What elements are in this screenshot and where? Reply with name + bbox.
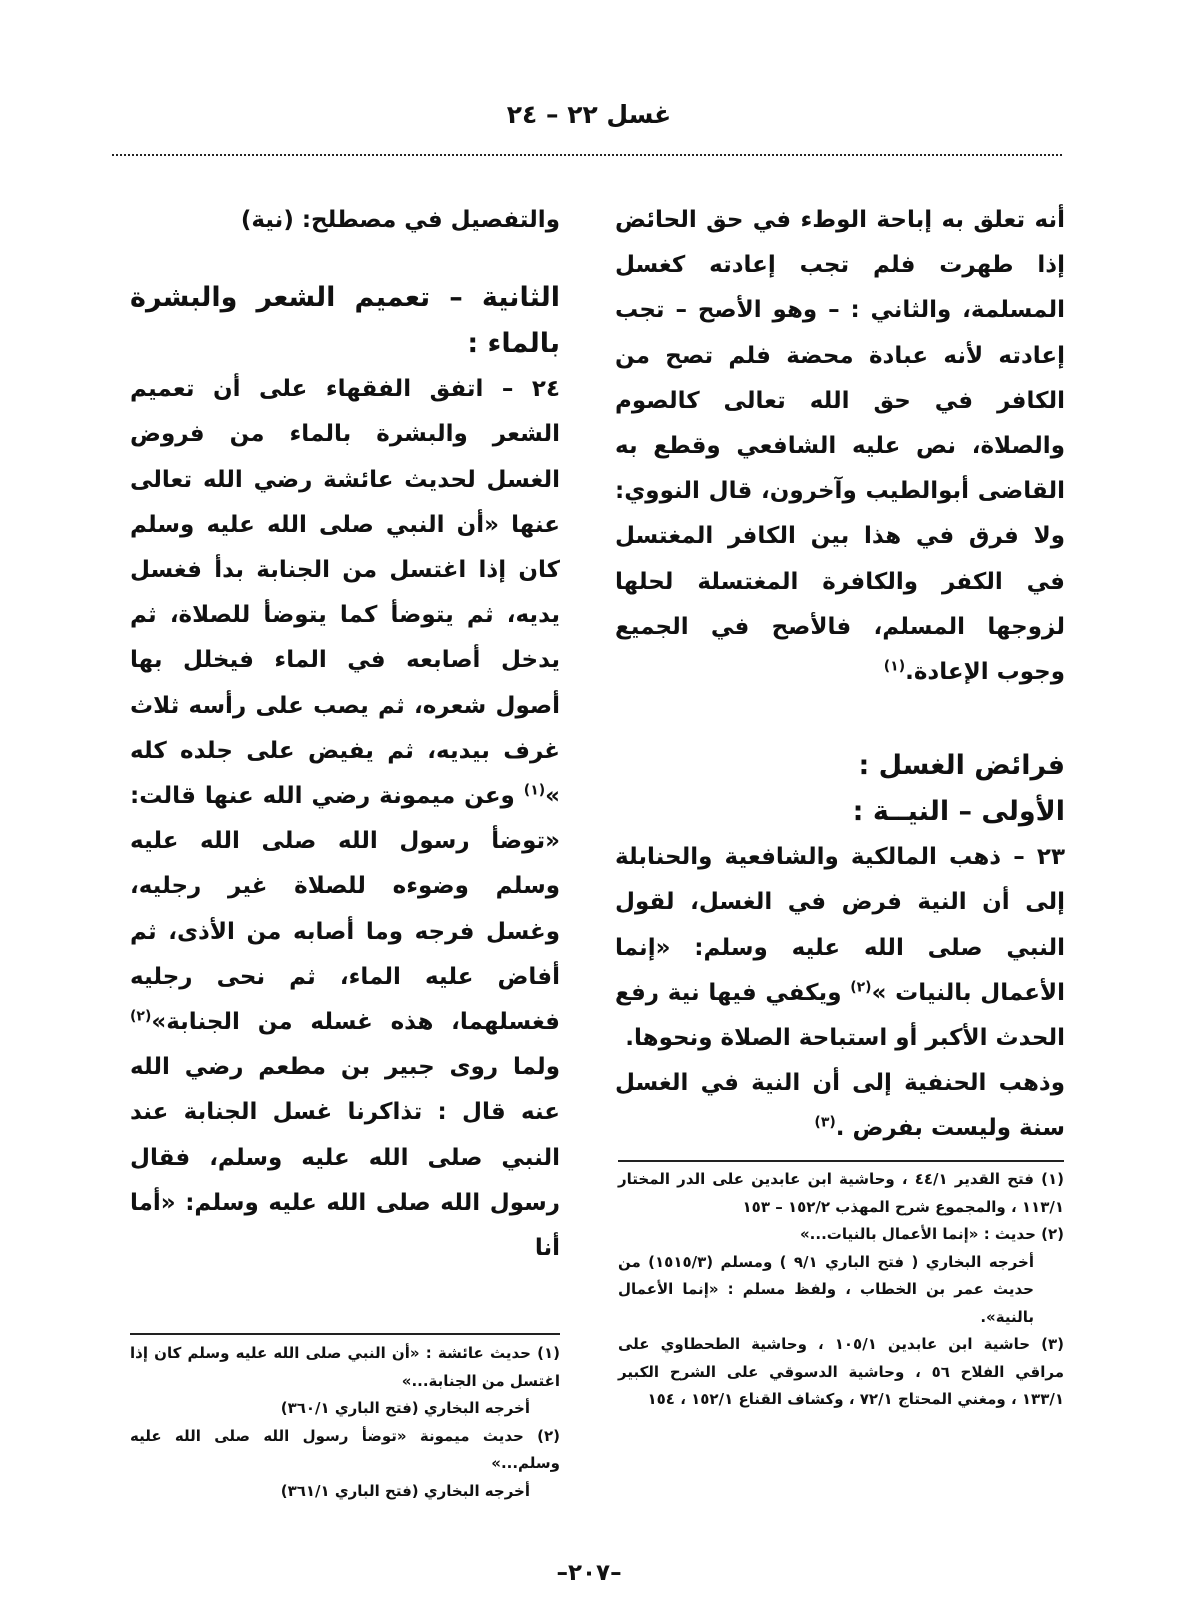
left-column [130,198,560,1271]
paragraph-24 [130,367,560,1271]
tafsil-line: والتفصيل في مصطلح: (نية) [240,207,560,233]
right-column [615,198,1065,1152]
paragraph-23 [615,835,1065,1061]
spacer [615,695,1065,743]
paragraph-24-text-b: وعن ميمونة رضي الله عنها قالت: «توضأ رسول الله صلى الله عليه وسلم وضوءه للصلاة غير رجليه، وغسل فرجه وما أصابه من الأذى، ثم أفاض عليه الماء، ثم نحى رجليه فغسلهما، هذه غسله من الجنابة» [130,783,560,1036]
paragraph-23-text-b: ويكفي فيها نية رفع الحدث الأكبر أو استباحة الصلاة ونحوها. [615,979,1065,1052]
paragraph-23-text-a: ٢٣ – ذهب المالكية والشافعية والحنابلة إلى أن النية فرض في الغسل، لقول النبي صلى الله عليه وسلم: «إنما الأعمال بالنيات » [615,844,1065,1006]
intro-text: أنه تعلق به إباحة الوطء في حق الحائض إذا طهرت فلم تجب إعادته كغسل المسلمة، والثاني : – وهو الأصح – تجب إعادته لأنه عبادة محضة فلم تصح من الكافر في حق الله تعالى كالصوم والصلاة، نص عليه الشافعي وقطع به القاضى أبوالطيب وآخرون، قال النووي: ولا فرق في هذا بين الكافر المغتسل في الكفر والكافرة المغتسلة لحلها لزوجها المسلم، فالأصح في الجميع وجوب الإعادة. [615,207,1065,686]
footnote-2-source: أخرجه البخاري ( فتح الباري ٩/١ ) ومسلم (١٥١٥/٣) من حديث عمر بن الخطاب ، ولفظ مسلم : «إنما الأعمال بالنية». [618,1252,1035,1326]
running-header: غسل ٢٢ – ٢٤ [506,100,672,129]
page-number: –٢٠٧– [556,1560,622,1586]
footnote-ref: (٣) [814,1114,836,1131]
footnote-divider-left [130,1333,560,1335]
footnote-1: (١) فتح القدير ٤٤/١ ، وحاشية ابن عابدين على الدر المختار ١١٣/١ ، والمجموع شرح المهذب ١٥٢/٢ – ١٥٣ [618,1170,1064,1216]
intro-paragraph [615,198,1065,695]
footnotes-right [618,1166,1064,1414]
footnote-2: (٢) حديث ميمونة «توضأ رسول الله صلى الله عليه وسلم...» [130,1426,560,1472]
spacer [130,243,560,275]
footnote-ref: (١) [883,658,906,675]
footnote-1: (١) حديث عائشة : «أن النبي صلى الله عليه وسلم كان إذا اغتسل من الجنابة...» [130,1344,560,1390]
footnote-2-source: أخرجه البخاري (فتح الباري ٣٦١/١) [280,1481,530,1500]
footnote-3: (٣) حاشية ابن عابدين ١٠٥/١ ، وحاشية الطحطاوي على مراقي الفلاح ٥٦ ، وحاشية الدسوقي على الشرح الكبير ١٣٣/١ ، ومغني المحتاج ٧٢/١ ، وكشاف القناع ١٥٢/١ ، ١٥٤ [618,1335,1064,1408]
subheading-first-niyya: الأولى – النيــة : [852,796,1065,828]
subheading-second: الثانية – تعميم الشعر والبشرة بالماء : [130,282,560,360]
header-divider [112,154,1062,156]
footnotes-left [130,1340,560,1505]
paragraph-24-text-c: ولما روى جبير بن مطعم رضي الله عنه قال : تذاكرنا غسل الجنابة عند النبي صلى الله عليه وسلم، فقال رسول الله صلى الله عليه وسلم: «أما أنا [130,1054,560,1262]
footnote-2: (٢) حديث : «إنما الأعمال بالنيات...» [799,1225,1064,1243]
footnote-ref: (١) [523,782,546,799]
section-heading-faraid: فرائض الغسل : [858,750,1065,782]
footnote-divider-right [618,1160,1064,1162]
hanafi-text: وذهب الحنفية إلى أن النية في الغسل سنة وليست بفرض . [615,1070,1065,1142]
footnote-1-source: أخرجه البخاري (فتح الباري ٣٦٠/١) [280,1399,530,1417]
hanafi-paragraph [615,1061,1065,1151]
paragraph-24-text-a: ٢٤ – اتفق الفقهاء على أن تعميم الشعر والبشرة بالماء من فروض الغسل لحديث عائشة رضي الله تعالى عنها «أن النبي صلى الله عليه وسلم كان إذا اغتسل من الجنابة بدأ فغسل يديه، ثم يتوضأ كما يتوضأ للصلاة، ثم يدخل أصابعه في الماء فيخلل بها أصول شعره، ثم يصب على رأسه ثلاث غرف بيديه، ثم يفيض على جلده كله » [130,376,560,810]
footnote-ref: (٢) [850,979,872,996]
footnote-ref: (٢) [130,1008,152,1025]
